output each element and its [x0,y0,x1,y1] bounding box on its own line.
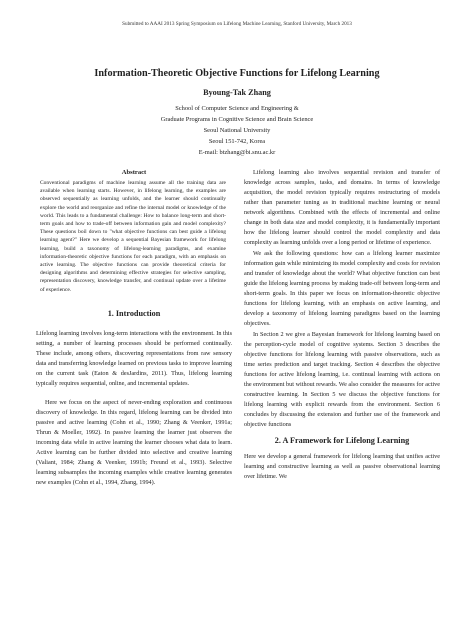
paragraph: Here we develop a general framework for lifelong learning that unifies active learning and constructive learning as well as passive observational learning over lifetime. We [244,453,440,480]
paragraph: Here we focus on the aspect of never-ending exploration and continuous discovery of knowledge. In this regard, lifelong learning can be divided into passive and active learning (Cohn et al., 1990; Zhang & Veenker, 1991a; Thrun & Moeller, 1992). In passive learning the learner just observes the incoming data while in active learning the learner chooses what data to learn. Active learning can be further divided into selective and creative learning (Valiant, 1984; Zhang & Veenker, 1991b; Freund et al., 1993). Selective learning subsamples the incoming examples while creative learning generates new examples (Cohn et al., 1994, Zhang, 1994). [36,398,232,486]
right-column [244,168,440,482]
affiliation-line: Seoul 151-742, Korea [208,138,266,145]
author-name: Byoung-Tak Zhang [203,88,271,97]
paragraph: Lifelong learning involves long-term interactions with the environment. In this setting, a number of learning processes should be performed continually. These include, among others, discovering representations from raw sensory data and transferring knowledge learned on previous tasks to improve learning on the current task (Eaton & desJardins, 2011). Thus, lifelong learning typically requires sequential, online, and incremental updates. [36,329,232,387]
section-heading-introduction: 1. Introduction [107,308,161,318]
paper-title: Information-Theoretic Objective Functions for Lifelong Learning [94,68,380,79]
abstract-heading: Abstract [121,169,147,176]
left-column [36,168,232,488]
section-heading-framework: 2. A Framework for Lifelong Learning [274,436,410,445]
abstract-text: Conventional paradigms of machine learning assume all the training data are available when learning starts. However, in lifelong learning, the examples are observed sequentially as learning unfolds, and the learner should continually explore the world and reorganize and refine the internal model or knowledge of the world. This leads to a fundamental challenge: How to balance long-term and short-term goals and how to trade-off between information gain and model complexity? These questions boil down to "what objective functions can best guide a lifelong learning agent?" Here we develop a sequential Bayesian framework for lifelong learning, build a taxonomy of lifelong-learning paradigms, and examine information-theoretic objective functions for each paradigm, with an emphasis on active learning. The objective functions can provide theoretical criteria for designing algorithms and determining effective strategies for selective sampling, representation discovery, knowledge transfer, and continual update over a lifetime of experience. [40,180,226,293]
submission-note: Submitted to AAAI 2013 Spring Symposium on Lifelong Machine Learning, Stanford University, March 2013 [122,21,352,27]
affiliation-line: School of Computer Science and Engineering & [175,105,299,112]
author-email[interactable]: E-mail: btzhang@bi.snu.ac.kr [198,149,276,156]
affiliation-block [0,103,474,158]
affiliation-line: Graduate Programs in Cognitive Science and Brain Science [160,116,314,123]
affiliation-line: Seoul National University [203,127,271,134]
paragraph: Lifelong learning also involves sequential revision and transfer of knowledge across samples, tasks, and domains. In terms of knowledge acquisition, the model revision typically requires restructuring of models rather than parameter tuning as in traditional machine learning or neural network algorithms. Combined with the effects of incremental and online change in both data size and model complexity, it is fundamentally important how the lifelong learner should control the model complexity and data complexity as learning unfolds over a long period or lifetime of experience. [244,169,440,246]
paragraph: We ask the following questions: how can a lifelong learner maximize information gain while minimizing its model complexity and costs for revision and transfer of knowledge about the world? What objective function can best guide the lifelong learning process by making trade-off between long-term and short-term goals. In this paper we focus on information-theoretic objective functions for lifelong learning, with an emphasis on active learning, and develop a taxonomy of lifelong learning paradigms based on the learning objectives. [244,250,440,327]
paragraph: In Section 2 we give a Bayesian framework for lifelong learning based on the perception-cycle model of cognitive systems. Section 3 describes the objective functions for lifelong learning with passive observations, such as time series prediction and target tracking. Section 4 describes the objective functions for active lifelong learning, i.e. continual learning with actions on the environment but without rewards. We also consider the measures for active constructive learning. In Section 5 we discuss the objective functions for lifelong learning with explicit rewards from the environment. Section 6 concludes by discussing the extension and further use of the framework and objective functions [244,331,440,428]
